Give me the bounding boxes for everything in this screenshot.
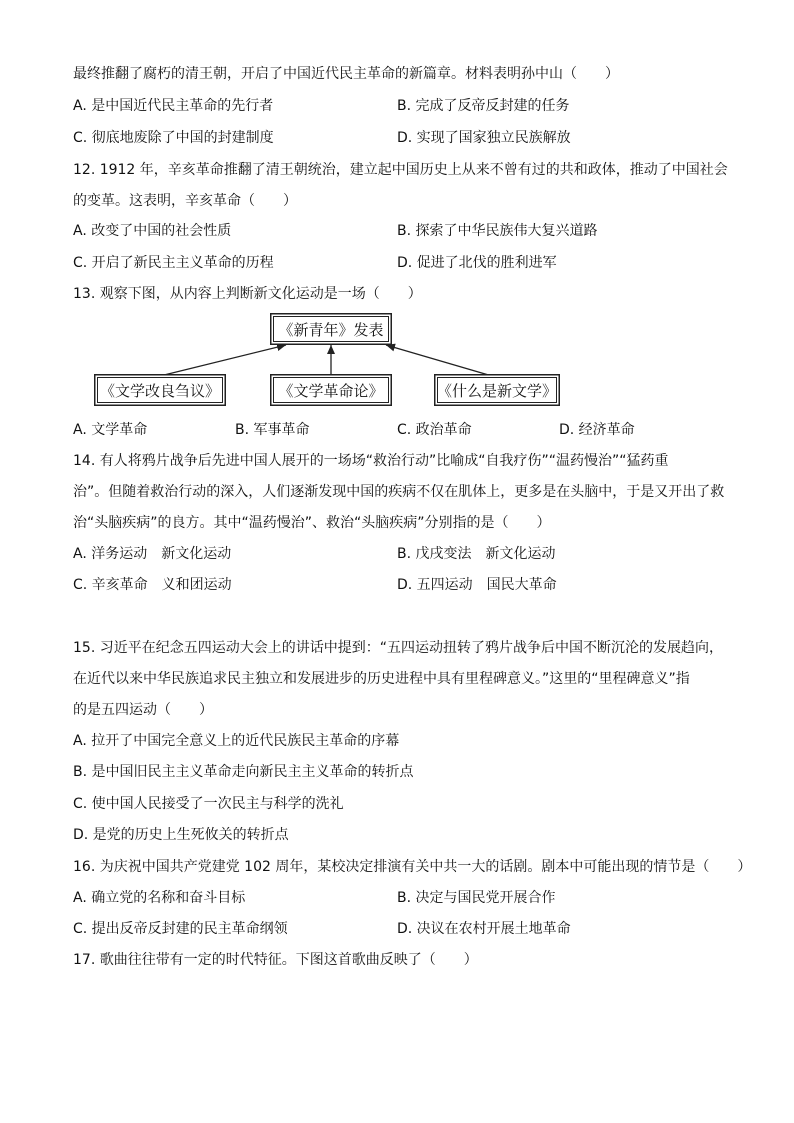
q16-option-c[interactable]: C. 提出反帝反封建的民主革命纲领 xyxy=(73,921,288,937)
q11-option-d[interactable]: D. 实现了国家独立民族解放 xyxy=(397,130,571,146)
q16-option-a[interactable]: A. 确立党的名称和奋斗目标 xyxy=(73,890,246,906)
q11-option-a[interactable]: A. 是中国近代民主革命的先行者 xyxy=(73,98,274,114)
q13-stem: 13. 观察下图，从内容上判断新文化运动是一场（ ） xyxy=(73,286,422,302)
q15-stem-line1: 15. 习近平在纪念五四运动大会上的讲话中提到：“五四运动扭转了鸦片战争后中国不断沉沦的发展趋向， xyxy=(73,640,723,656)
arrow-right-to-top xyxy=(386,345,492,376)
q15-stem-line3: 的是五四运动（ ） xyxy=(73,702,213,718)
q16-stem: 16. 为庆祝中国共产党建党 102 周年，某校决定排演有关中共一大的话剧。剧本中可能出现的情节是（ ） xyxy=(73,859,752,875)
q13-option-d[interactable]: D. 经济革命 xyxy=(559,422,635,438)
q14-option-d[interactable]: D. 五四运动 国民大革命 xyxy=(397,577,557,593)
diagram-box-xinqingnian: 《新青年》发表 xyxy=(273,316,389,342)
q15-option-a[interactable]: A. 拉开了中国完全意义上的近代民族民主革命的序幕 xyxy=(73,733,400,749)
q16-option-d[interactable]: D. 决议在农村开展土地革命 xyxy=(397,921,571,937)
q14-option-b[interactable]: B. 戊戌变法 新文化运动 xyxy=(397,546,556,562)
q17-stem: 17. 歌曲往往带有一定的时代特征。下图这首歌曲反映了（ ） xyxy=(73,952,478,968)
q12-option-d[interactable]: D. 促进了北伐的胜利进军 xyxy=(397,255,557,271)
diagram-box-shenme-xinwenxue: 《什么是新文学》 xyxy=(437,377,557,403)
q15-option-b[interactable]: B. 是中国旧民主主义革命走向新民主主义革命的转折点 xyxy=(73,764,414,780)
q11-stem: 最终推翻了腐朽的清王朝，开启了中国近代民主革命的新篇章。材料表明孙中山（ ） xyxy=(73,66,619,82)
q11-option-c[interactable]: C. 彻底地废除了中国的封建制度 xyxy=(73,130,274,146)
q13-diagram-arrows xyxy=(0,0,794,420)
q15-option-d[interactable]: D. 是党的历史上生死攸关的转折点 xyxy=(73,827,289,843)
diagram-box-wenxue-geming: 《文学革命论》 xyxy=(273,377,389,403)
q16-option-b[interactable]: B. 决定与国民党开展合作 xyxy=(397,890,556,906)
q12-stem-line1: 12. 1912 年，辛亥革命推翻了清王朝统治，建立起中国历史上从来不曾有过的共和政体，推动了中国社会 xyxy=(73,162,728,178)
q12-option-a[interactable]: A. 改变了中国的社会性质 xyxy=(73,223,232,239)
q14-stem-line1: 14. 有人将鸦片战争后先进中国人展开的一场场“救治行动”比喻成“自我疗伤”“温药慢治”“猛药重 xyxy=(73,453,669,469)
q13-option-c[interactable]: C. 政治革命 xyxy=(397,422,472,438)
q11-option-b[interactable]: B. 完成了反帝反封建的任务 xyxy=(397,98,570,114)
q12-option-c[interactable]: C. 开启了新民主主义革命的历程 xyxy=(73,255,274,271)
q12-stem-line2: 的变革。这表明，辛亥革命（ ） xyxy=(73,193,297,209)
q13-option-b[interactable]: B. 军事革命 xyxy=(235,422,310,438)
q14-stem-line2: 治”。但随着救治行动的深入，人们逐渐发现中国的疾病不仅在肌体上，更多是在头脑中，于是又开出了救 xyxy=(73,484,725,500)
q15-stem-line2: 在近代以来中华民族追求民主独立和发展进步的历史进程中具有里程碑意义。”这里的“里程碑意义”指 xyxy=(73,671,690,687)
q13-option-a[interactable]: A. 文学革命 xyxy=(73,422,148,438)
q14-option-a[interactable]: A. 洋务运动 新文化运动 xyxy=(73,546,232,562)
q15-option-c[interactable]: C. 使中国人民接受了一次民主与科学的洗礼 xyxy=(73,796,344,812)
q12-option-b[interactable]: B. 探索了中华民族伟大复兴道路 xyxy=(397,223,598,239)
arrow-left-to-top xyxy=(160,345,286,376)
diagram-box-wenxue-gailiang: 《文学改良刍议》 xyxy=(97,377,223,403)
q14-stem-line3: 治“头脑疾病”的良方。其中“温药慢治”、救治“头脑疾病”分别指的是（ ） xyxy=(73,515,551,531)
q14-option-c[interactable]: C. 辛亥革命 义和团运动 xyxy=(73,577,232,593)
